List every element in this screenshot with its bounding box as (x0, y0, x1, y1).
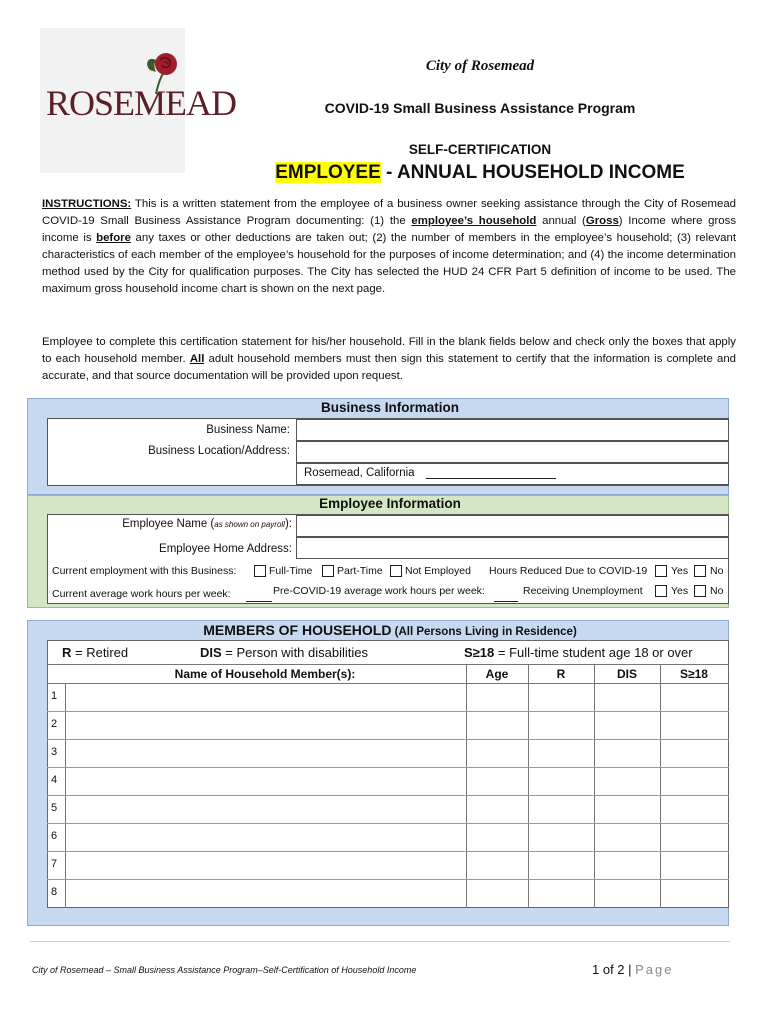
employee-address-label: Employee Home Address: (159, 543, 292, 555)
table-divider (47, 664, 729, 665)
instructions-text: Employee to complete this certification statement for his/her household. Fill in the blank fields below and check only the boxes that apply to each household member. (42, 336, 736, 365)
employee-name-field[interactable] (296, 515, 729, 537)
table-divider (660, 664, 661, 908)
legend-key: R (62, 645, 72, 660)
hours-reduced-label: Hours Reduced Due to COVID-19 (489, 565, 648, 577)
page-number (592, 962, 674, 977)
label-note: as shown on payroll (214, 520, 285, 529)
title-highlight: EMPLOYEE (275, 162, 381, 183)
page-word: Page (635, 962, 674, 977)
table-divider (47, 879, 729, 880)
business-location-label: Business Location/Address: (148, 445, 290, 457)
table-divider (47, 767, 729, 768)
table-divider (47, 711, 729, 712)
table-divider (47, 823, 729, 824)
page-separator: | (624, 962, 636, 977)
instructions-label: INSTRUCTIONS: (42, 198, 132, 210)
legend-key: S≥18 (464, 645, 495, 660)
unemployment-no-checkbox[interactable] (694, 585, 706, 597)
col-name-header: Name of Household Member(s): (174, 667, 356, 681)
table-divider (47, 851, 729, 852)
instructions-emphasis: Gross (585, 215, 619, 227)
table-divider (594, 664, 595, 908)
table-row: 6 (50, 830, 58, 842)
business-name-field[interactable] (296, 419, 729, 441)
hours-reduced-no-checkbox[interactable] (694, 565, 706, 577)
members-heading (150, 622, 630, 638)
employee-information-heading: Employee Information (319, 496, 461, 511)
unemployment-yes-checkbox[interactable] (655, 585, 667, 597)
current-hours-blank[interactable] (246, 601, 272, 602)
footer-divider (30, 941, 730, 942)
employee-name-label (60, 518, 292, 530)
business-zip-blank[interactable] (426, 478, 556, 479)
not-employed-checkbox[interactable] (390, 565, 402, 577)
logo-wordmark: ROSEMEAD (46, 83, 237, 123)
col-age-header: Age (485, 667, 509, 681)
instructions-text: adult household members must then sign this statement to certify that the information is complete and accurate, and that source documentation will be provided upon request. (42, 353, 736, 382)
business-name-label: Business Name: (206, 424, 290, 436)
business-city-value: Rosemead, California (304, 467, 415, 479)
instructions-text: ) Income where gross income is (42, 215, 737, 244)
table-row: 5 (50, 802, 58, 814)
table-row: 3 (50, 746, 58, 758)
hours-reduced-yes-checkbox[interactable] (655, 565, 667, 577)
table-row: 1 (50, 690, 58, 702)
members-heading-note: (All Persons Living in Residence) (391, 626, 577, 638)
label-text: ): (284, 518, 292, 530)
instructions-emphasis: employee’s household (411, 215, 537, 227)
legend-value: = Full-time student age 18 or over (494, 645, 693, 660)
table-divider (47, 795, 729, 796)
page-count: 1 of 2 (592, 962, 625, 977)
instructions-text: any taxes or other deductions are taken out; (2) the number of members in the employee’s household; (3) relevant characteristics of each member of the employee’s household for the purposes of income determination; and (4) the income determination method used by the City for qualification purposes. The City has selected the HUD 24 CFR Part 5 definition of income to be used. The maximum gross household income chart is shown on the next page. (42, 232, 736, 295)
employee-address-field[interactable] (296, 537, 729, 559)
table-divider (528, 664, 529, 908)
table-row: 7 (50, 858, 58, 870)
instructions-text: This is a written statement from the employee of a business owner seeking assistance through the City of Rosemead COVID-19 Small Business Assistance Program documenting: (1) the (42, 198, 736, 227)
legend-retired (62, 645, 128, 660)
business-information-heading: Business Information (320, 400, 460, 415)
table-row: 8 (50, 886, 58, 898)
legend-value: = Retired (71, 645, 129, 660)
col-s18-header: S≥18 (680, 667, 708, 681)
employee-instructions-paragraph (42, 334, 736, 385)
pre-covid-hours-blank[interactable] (494, 601, 518, 602)
instructions-paragraph (42, 196, 736, 298)
unemployment-no-label: No (710, 585, 724, 597)
table-divider (47, 683, 729, 684)
col-r-header: R (556, 667, 566, 681)
legend-key: DIS (200, 645, 222, 660)
current-hours-label: Current average work hours per week: (52, 588, 231, 600)
fulltime-label: Full-Time (269, 565, 313, 577)
fulltime-checkbox[interactable] (254, 565, 266, 577)
current-employment-label: Current employment with this Business: (52, 565, 237, 577)
parttime-checkbox[interactable] (322, 565, 334, 577)
members-heading-text: MEMBERS OF HOUSEHOLD (203, 622, 392, 638)
legend-value: = Person with disabilities (221, 645, 368, 660)
hours-reduced-yes-label: Yes (671, 565, 689, 577)
rosemead-logo (40, 28, 237, 173)
hours-reduced-no-label: No (710, 565, 724, 577)
unemployment-label: Receiving Unemployment (523, 585, 643, 597)
instructions-emphasis: before (96, 232, 131, 244)
form-title (250, 162, 710, 184)
legend-disabilities (200, 645, 368, 660)
instructions-text: annual ( (536, 215, 586, 227)
pre-covid-hours-label: Pre-COVID-19 average work hours per week: (273, 585, 485, 597)
city-name: City of Rosemead (425, 58, 535, 74)
table-row: 2 (50, 718, 58, 730)
col-dis-header: DIS (616, 667, 637, 681)
legend-student (464, 645, 693, 660)
instructions-emphasis: All (189, 353, 205, 365)
program-title: COVID-19 Small Business Assistance Program (324, 100, 636, 116)
self-certification-label: SELF-CERTIFICATION (408, 142, 552, 157)
table-divider (47, 739, 729, 740)
label-text: Employee Name ( (122, 518, 215, 530)
table-row: 4 (50, 774, 58, 786)
business-address-field[interactable] (296, 441, 729, 463)
not-employed-label: Not Employed (405, 565, 471, 577)
footer-text: City of Rosemead – Small Business Assistance Program–Self-Certification of Household Income (32, 965, 417, 975)
title-rest: - ANNUAL HOUSEHOLD INCOME (380, 162, 685, 183)
unemployment-yes-label: Yes (671, 585, 689, 597)
parttime-label: Part-Time (337, 565, 383, 577)
table-divider (466, 664, 467, 908)
